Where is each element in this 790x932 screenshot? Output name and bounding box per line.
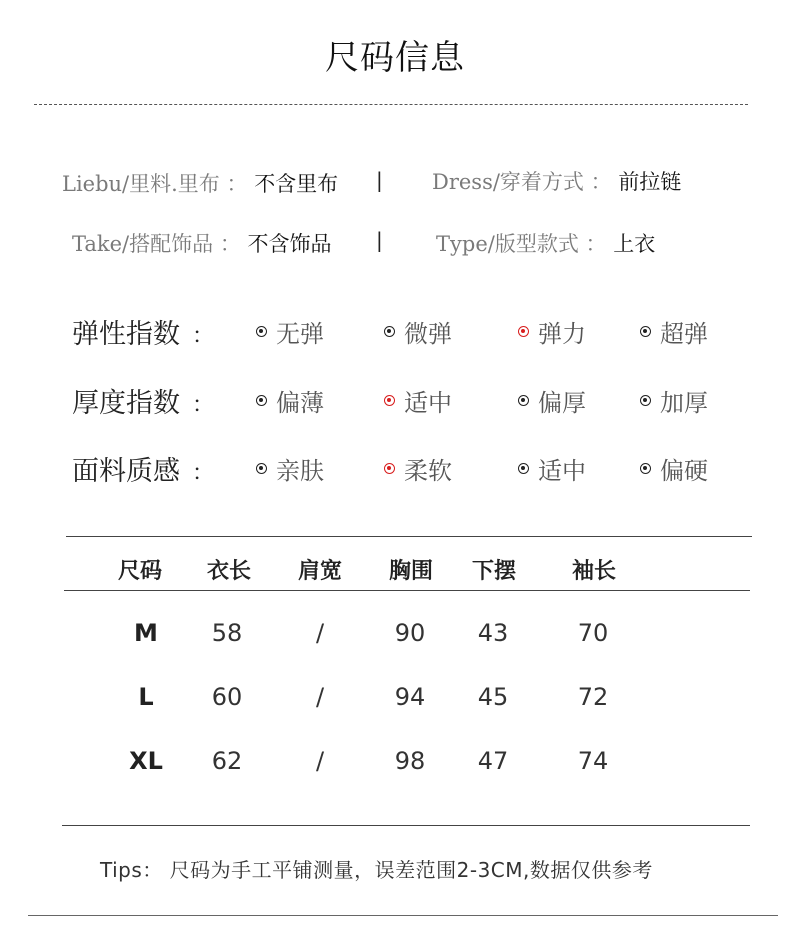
info-label: Liebu/里料.里布: [62, 172, 220, 196]
radio-icon: [256, 395, 267, 406]
indicator-option-label: 偏硬: [660, 457, 708, 485]
info-value: 不含饰品: [247, 232, 332, 256]
info-value: 上衣: [613, 232, 656, 256]
colon: ：: [590, 170, 612, 194]
indicator-option[interactable]: [518, 314, 586, 349]
table-cell: 90: [394, 619, 426, 647]
info-item-lining: [62, 168, 338, 198]
indicator-option[interactable]: [640, 383, 708, 418]
table-bottom-line: [62, 825, 750, 826]
table-cell: 70: [577, 619, 609, 647]
radio-icon: [518, 395, 529, 406]
table-cell: /: [315, 683, 325, 711]
footer-line: [28, 915, 778, 916]
info-item-type: [436, 228, 655, 258]
table-cell: /: [315, 619, 325, 647]
indicator-label-text: 面料质感: [72, 456, 180, 487]
table-cell: 62: [211, 747, 243, 775]
indicator-option[interactable]: [384, 383, 452, 418]
table-cell: 60: [211, 683, 243, 711]
table-cell: 58: [211, 619, 243, 647]
colon: ：: [192, 393, 215, 418]
table-header-line: [64, 590, 750, 591]
indicator-label-text: 弹性指数: [72, 319, 180, 350]
table-header-cell: 衣长: [206, 558, 251, 584]
table-header-cell: 胸围: [388, 558, 433, 584]
indicator-option[interactable]: [256, 383, 324, 418]
colon: ：: [192, 461, 215, 486]
radio-icon: [256, 326, 267, 337]
table-header-cell: 袖长: [571, 558, 616, 584]
table-header-cell: 尺码: [117, 558, 162, 584]
table-size-cell: M: [134, 619, 158, 647]
indicator-option-label: 偏厚: [538, 389, 586, 417]
table-cell: 43: [477, 619, 509, 647]
radio-selected-icon: [384, 395, 395, 406]
indicator-option-label: 适中: [404, 389, 452, 417]
colon: ：: [192, 324, 215, 349]
info-value: 不含里布: [254, 172, 339, 196]
indicator-option-label: 微弹: [404, 320, 452, 348]
table-cell: 74: [577, 747, 609, 775]
info-value: 前拉链: [618, 170, 682, 194]
info-label: Type/版型款式: [436, 232, 579, 256]
indicator-option-label: 加厚: [660, 389, 708, 417]
indicator-option[interactable]: [256, 451, 324, 486]
indicator-option-label: 偏薄: [276, 389, 324, 417]
radio-icon: [640, 395, 651, 406]
indicator-option-label: 弹力: [538, 320, 586, 348]
table-cell: 45: [477, 683, 509, 711]
info-item-dress: [432, 166, 681, 196]
colon: ：: [585, 232, 607, 256]
info-label: Take/搭配饰品: [72, 232, 214, 256]
indicator-label: [72, 381, 214, 420]
dashed-divider: [34, 104, 748, 105]
table-size-cell: XL: [129, 747, 163, 775]
radio-selected-icon: [384, 463, 395, 474]
separator: |: [376, 228, 383, 252]
radio-selected-icon: [518, 326, 529, 337]
indicator-label-text: 厚度指数: [72, 388, 180, 419]
info-label: Dress/穿着方式: [432, 170, 584, 194]
indicator-option-label: 柔软: [404, 457, 452, 485]
indicator-option-label: 适中: [538, 457, 586, 485]
indicator-option-label: 亲肤: [276, 457, 324, 485]
radio-icon: [384, 326, 395, 337]
indicator-label: [72, 449, 214, 488]
table-cell: 98: [394, 747, 426, 775]
table-header-cell: 下摆: [471, 558, 516, 584]
indicator-option[interactable]: [518, 451, 586, 486]
indicator-option[interactable]: [640, 451, 708, 486]
indicator-label: [72, 312, 214, 351]
tips-note: Tips： 尺码为手工平铺测量，误差范围2-3CM,数据仅供参考: [100, 858, 653, 882]
radio-icon: [640, 463, 651, 474]
colon: ：: [226, 172, 248, 196]
indicator-option[interactable]: [384, 314, 452, 349]
indicator-option[interactable]: [518, 383, 586, 418]
indicator-option[interactable]: [640, 314, 708, 349]
table-cell: 47: [477, 747, 509, 775]
table-header-cell: 肩宽: [297, 558, 342, 584]
indicator-option-label: 无弹: [276, 320, 324, 348]
table-cell: 94: [394, 683, 426, 711]
table-cell: /: [315, 747, 325, 775]
table-top-line: [66, 536, 752, 537]
radio-icon: [518, 463, 529, 474]
indicator-option[interactable]: [384, 451, 452, 486]
indicator-option-label: 超弹: [660, 320, 708, 348]
page-title: 尺码信息: [325, 38, 465, 78]
indicator-option[interactable]: [256, 314, 324, 349]
info-item-accessory: [72, 228, 332, 258]
radio-icon: [640, 326, 651, 337]
table-size-cell: L: [138, 683, 154, 711]
table-cell: 72: [577, 683, 609, 711]
separator: |: [376, 168, 383, 192]
radio-icon: [256, 463, 267, 474]
colon: ：: [219, 232, 241, 256]
